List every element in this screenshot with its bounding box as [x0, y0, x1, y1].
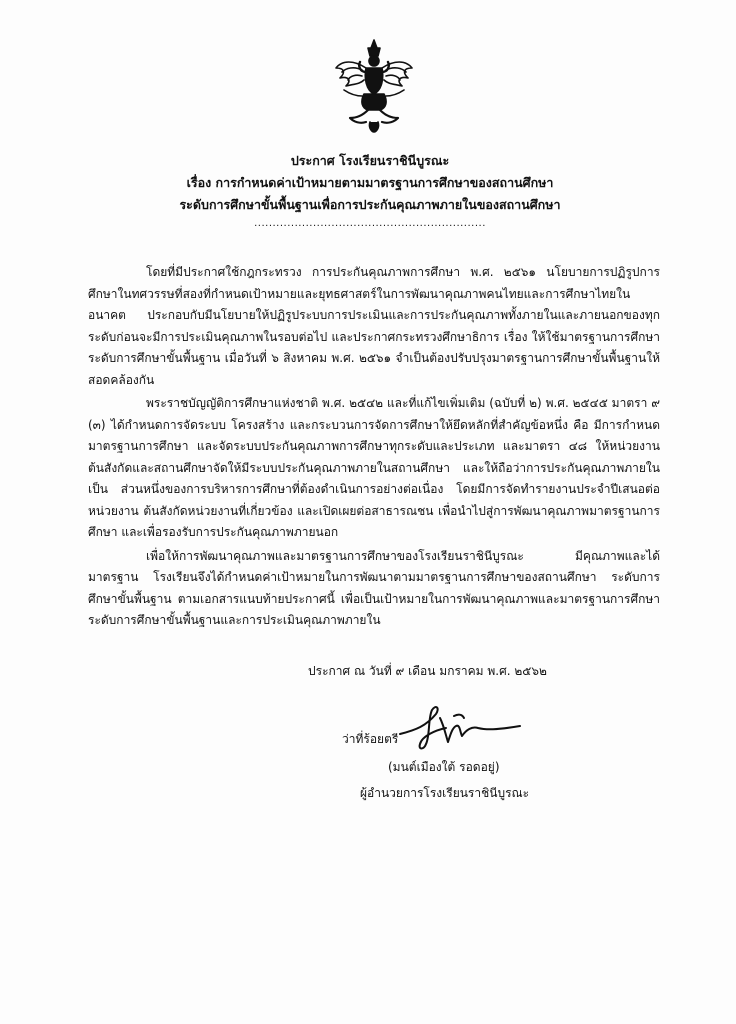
paragraph-2: พระราชบัญญัติการศึกษาแห่งชาติ พ.ศ. ๒๕๔๒ และที่แก้ไขเพิ่มเติม (ฉบับที่ ๒) พ.ศ. ๒๕๔๕ มาตรา ๙ (๓) ได้กำหนดการจัดระบบ โครงสร้าง และกระบวนการจัดการศึกษาให้ยึดหลักที่สำคัญข้อหนึ่ง คือ มีการกำหนด มาตรฐานการศึกษา และจัดระบบประกันคุณภาพการศึกษาทุกระดับและประเภท และมาตรา ๔๘ ให้หน่วยงาน ต้นสังกัดและสถานศึกษาจัดให้มีระบบประกันคุณภาพภายในสถานศึกษา และให้ถือว่าการประกันคุณภาพภายในเป็น ส่วนหนึ่งของการบริหารการศึกษาที่ต้องดำเนินการอย่างต่อเนื่อง โดยมีการจัดทำรายงานประจำปีเสนอต่อหน่วยงาน ต้นสังกัดหน่วยงานที่เกี่ยวข้อง และเปิดเผยต่อสาธารณชน เพื่อนำไปสู่การพัฒนาคุณภาพมาตรฐานการศึกษา และเพื่อรองรับการประกันคุณภาพภายนอก: [88, 396, 660, 539]
signer-rank: ว่าที่ร้อยตรี: [342, 732, 399, 746]
announcement-title: [150, 150, 590, 232]
handwritten-signature-icon: [396, 700, 526, 760]
announcement-date: ประกาศ ณ วันที่ ๙ เดือน มกราคม พ.ศ. ๒๕๖๒: [308, 664, 547, 678]
garuda-emblem-icon: [332, 38, 416, 134]
title-level: ระดับการศึกษาขั้นพื้นฐานเพื่อการประกันคุณภาพภายในของสถานศึกษา: [179, 197, 561, 212]
title-school: ประกาศ โรงเรียนราชินีบูรณะ: [290, 153, 450, 168]
paragraph-1: โดยที่มีประกาศใช้กฎกระทรวง การประกันคุณภาพการศึกษา พ.ศ. ๒๕๖๑ นโยบายการปฏิรูปการศึกษาในทศวรรษที่สองที่กำหนดเป้าหมายและยุทธศาสตร์ในการพัฒนาคุณภาพคนไทยและการศึกษาไทยในอนาคต ประกอบกับมีนโยบายให้ปฏิรูประบบการประเมินและการประกันคุณภาพทั้งภายในและภายนอกของทุกระดับก่อนจะมีการประเมินคุณภาพในรอบต่อไป และประกาศกระทรวงศึกษาธิการ เรื่อง ให้ใช้มาตรฐานการศึกษา ระดับการศึกษาขั้นพื้นฐาน เมื่อวันที่ ๖ สิงหาคม พ.ศ. ๒๕๖๑ จำเป็นต้องปรับปรุงมาตรฐานการศึกษาขั้นพื้นฐานให้สอดคล้องกัน: [88, 265, 660, 387]
announcement-body: [88, 262, 660, 634]
title-separator: ...............................................................: [254, 218, 486, 229]
signer-position: ผู้อำนวยการโรงเรียนราชินีบูรณะ: [360, 786, 530, 800]
paragraph-3: เพื่อให้การพัฒนาคุณภาพและมาตรฐานการศึกษาของโรงเรียนราชินีบูรณะ มีคุณภาพและได้มาตรฐาน โรงเรียนจึงได้กำหนดค่าเป้าหมายในการพัฒนาตามมาตรฐานการศึกษาของสถานศึกษา ระดับการศึกษาขั้นพื้นฐาน ตามเอกสารแนบท้ายประกาศนี้ เพื่อเป็นเป้าหมายในการพัฒนาคุณภาพและมาตรฐานการศึกษา ระดับการศึกษาขั้นพื้นฐานและการประเมินคุณภาพภายใน: [88, 548, 660, 627]
signer-name: (มนต์เมืองใต้ รอดอยู่): [388, 760, 500, 774]
title-subject: เรื่อง การกำหนดค่าเป้าหมายตามมาตรฐานการศึกษาของสถานศึกษา: [186, 175, 554, 190]
